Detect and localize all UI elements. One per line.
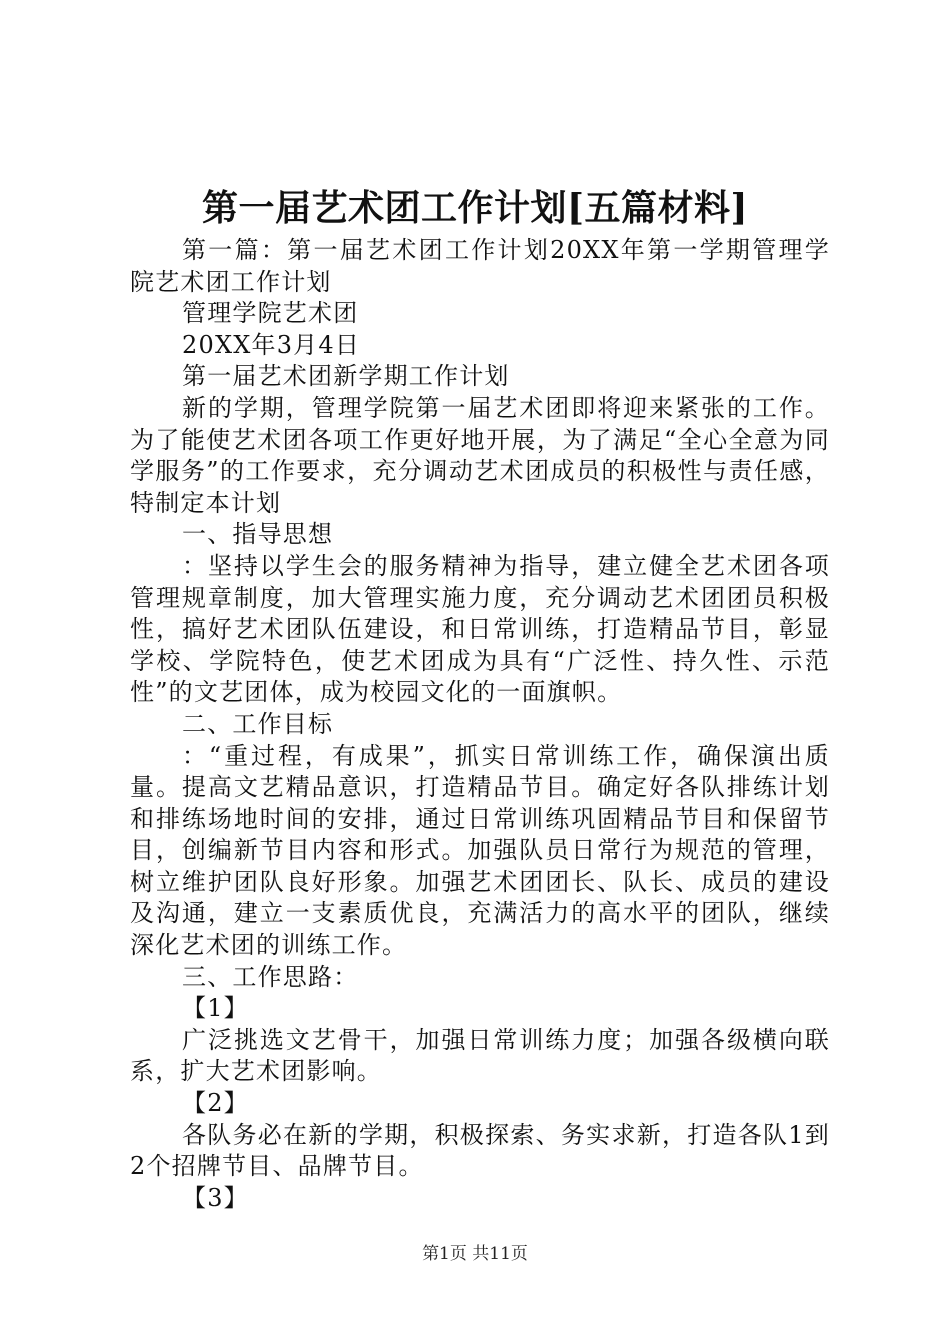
paragraph-5: 新的学期，管理学院第一届艺术团即将迎来紧张的工作。为了能使艺术团各项工作更好地开展，为了满足“全心全意为同学服务”的工作要求，充分调动艺术团成员的积极性与责任感，特制定本计划 [130,393,830,517]
paragraph-3: 20XX年3月4日 [182,330,361,359]
list-marker-2: 【2】 [182,1089,249,1118]
paragraph-1: 第一篇：第一届艺术团工作计划20XX年第一学期管理学院艺术团工作计划 [130,236,830,296]
page-footer: 第1页 共11页 [422,1244,528,1264]
paragraph-7: ：坚持以学生会的服务精神为指导，建立健全艺术团各项管理规章制度，加大管理实施力度，充分调动艺术团团员积极性，搞好艺术团队伍建设，和日常训练，打造精品节目，彰显学校、学院特色，使艺术团成为具有“广泛性、持久性、示范性”的文艺团体，成为校园文化的一面旗帜。 [130,551,830,707]
document-title: 第一届艺术团工作计划[五篇材料] [201,187,749,229]
list-marker-3: 【3】 [182,1183,249,1212]
section-heading-3: 三、工作思路： [182,962,359,991]
list-marker-1: 【1】 [182,994,249,1023]
paragraph-12: 广泛挑选文艺骨干，加强日常训练力度；加强各级横向联系，扩大艺术团影响。 [130,1025,830,1086]
paragraph-14: 各队务必在新的学期，积极探索、务实求新，打造各队1到2个招牌节目、品牌节目。 [130,1120,830,1181]
section-heading-1: 一、指导思想 [182,520,334,549]
paragraph-2: 管理学院艺术团 [182,299,359,328]
paragraph-4: 第一届艺术团新学期工作计划 [182,362,510,391]
document-body [130,235,830,1214]
paragraph-9: ：“重过程，有成果”，抓实日常训练工作，确保演出质量。提高文艺精品意识，打造精品节目。确定好各队排练计划和排练场地时间的安排，通过日常训练巩固精品节目和保留节目，创编新节目内容和形式。加强队员日常行为规范的管理，树立维护团队良好形象。加强艺术团团长、队长、成员的建设及沟通，建立一支素质优良，充满活力的高水平的团队，继续深化艺术团的训练工作。 [130,741,830,960]
section-heading-2: 二、工作目标 [182,709,334,738]
